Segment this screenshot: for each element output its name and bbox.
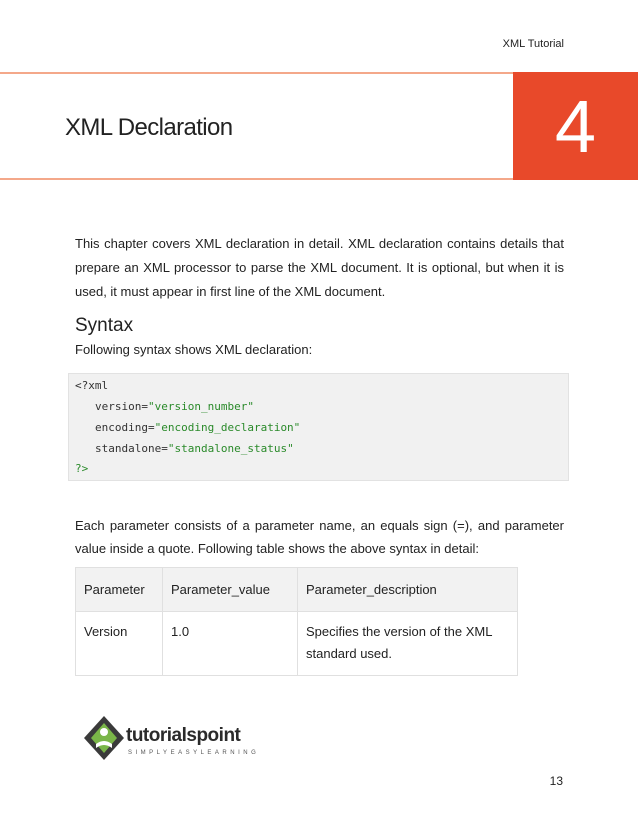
table-header-cell: Parameter_description — [298, 568, 518, 612]
code-value: "encoding_declaration" — [154, 421, 301, 434]
code-eq: = — [161, 442, 168, 455]
chapter-number: 4 — [513, 72, 638, 180]
code-eq: = — [141, 400, 148, 413]
table-cell: Version — [76, 612, 163, 676]
code-block — [68, 373, 569, 481]
params-paragraph: Each parameter consists of a parameter name, an equals sign (=), and parameter value inside a quote. Following table shows the above syntax in detail: — [75, 518, 564, 556]
section-heading-syntax: Syntax — [75, 315, 134, 336]
code-line-encoding — [95, 421, 300, 434]
table-cell: 1.0 — [163, 612, 298, 676]
logo-emblem-icon — [82, 714, 126, 766]
table-header-cell: Parameter_value — [163, 568, 298, 612]
intro-paragraph: This chapter covers XML declaration in detail. XML declaration contains details that prepare an XML processor to parse the XML document. It is optional, but when it is used, it must appear in first line of the XML document. — [75, 236, 564, 299]
chapter-title: XML Declaration — [65, 114, 233, 141]
code-value: "version_number" — [147, 400, 254, 413]
code-line-standalone — [95, 442, 294, 455]
running-header: XML Tutorial — [502, 38, 564, 50]
table-row — [76, 612, 518, 676]
page-number: 13 — [549, 774, 563, 788]
code-line-version — [95, 400, 254, 413]
tutorialspoint-logo — [82, 714, 282, 766]
code-close-tag: ?> — [75, 462, 89, 475]
code-attr: encoding — [95, 421, 148, 434]
code-open-tag: <?xml — [75, 379, 109, 392]
chapter-banner — [0, 72, 638, 180]
parameter-table — [75, 567, 518, 676]
code-value: "standalone_status" — [167, 442, 294, 455]
table-cell: Specifies the version of the XML standard used. — [298, 612, 518, 676]
table-header-row — [76, 568, 518, 612]
logo-wordmark: tutorialspoint — [126, 725, 241, 746]
code-eq: = — [147, 421, 155, 434]
code-attr: version — [95, 400, 142, 413]
code-attr: standalone — [95, 442, 162, 455]
logo-tagline: SIMPLYEASYLEARNING — [128, 750, 260, 756]
syntax-description: Following syntax shows XML declaration: — [75, 342, 313, 357]
table-header-cell: Parameter — [76, 568, 163, 612]
